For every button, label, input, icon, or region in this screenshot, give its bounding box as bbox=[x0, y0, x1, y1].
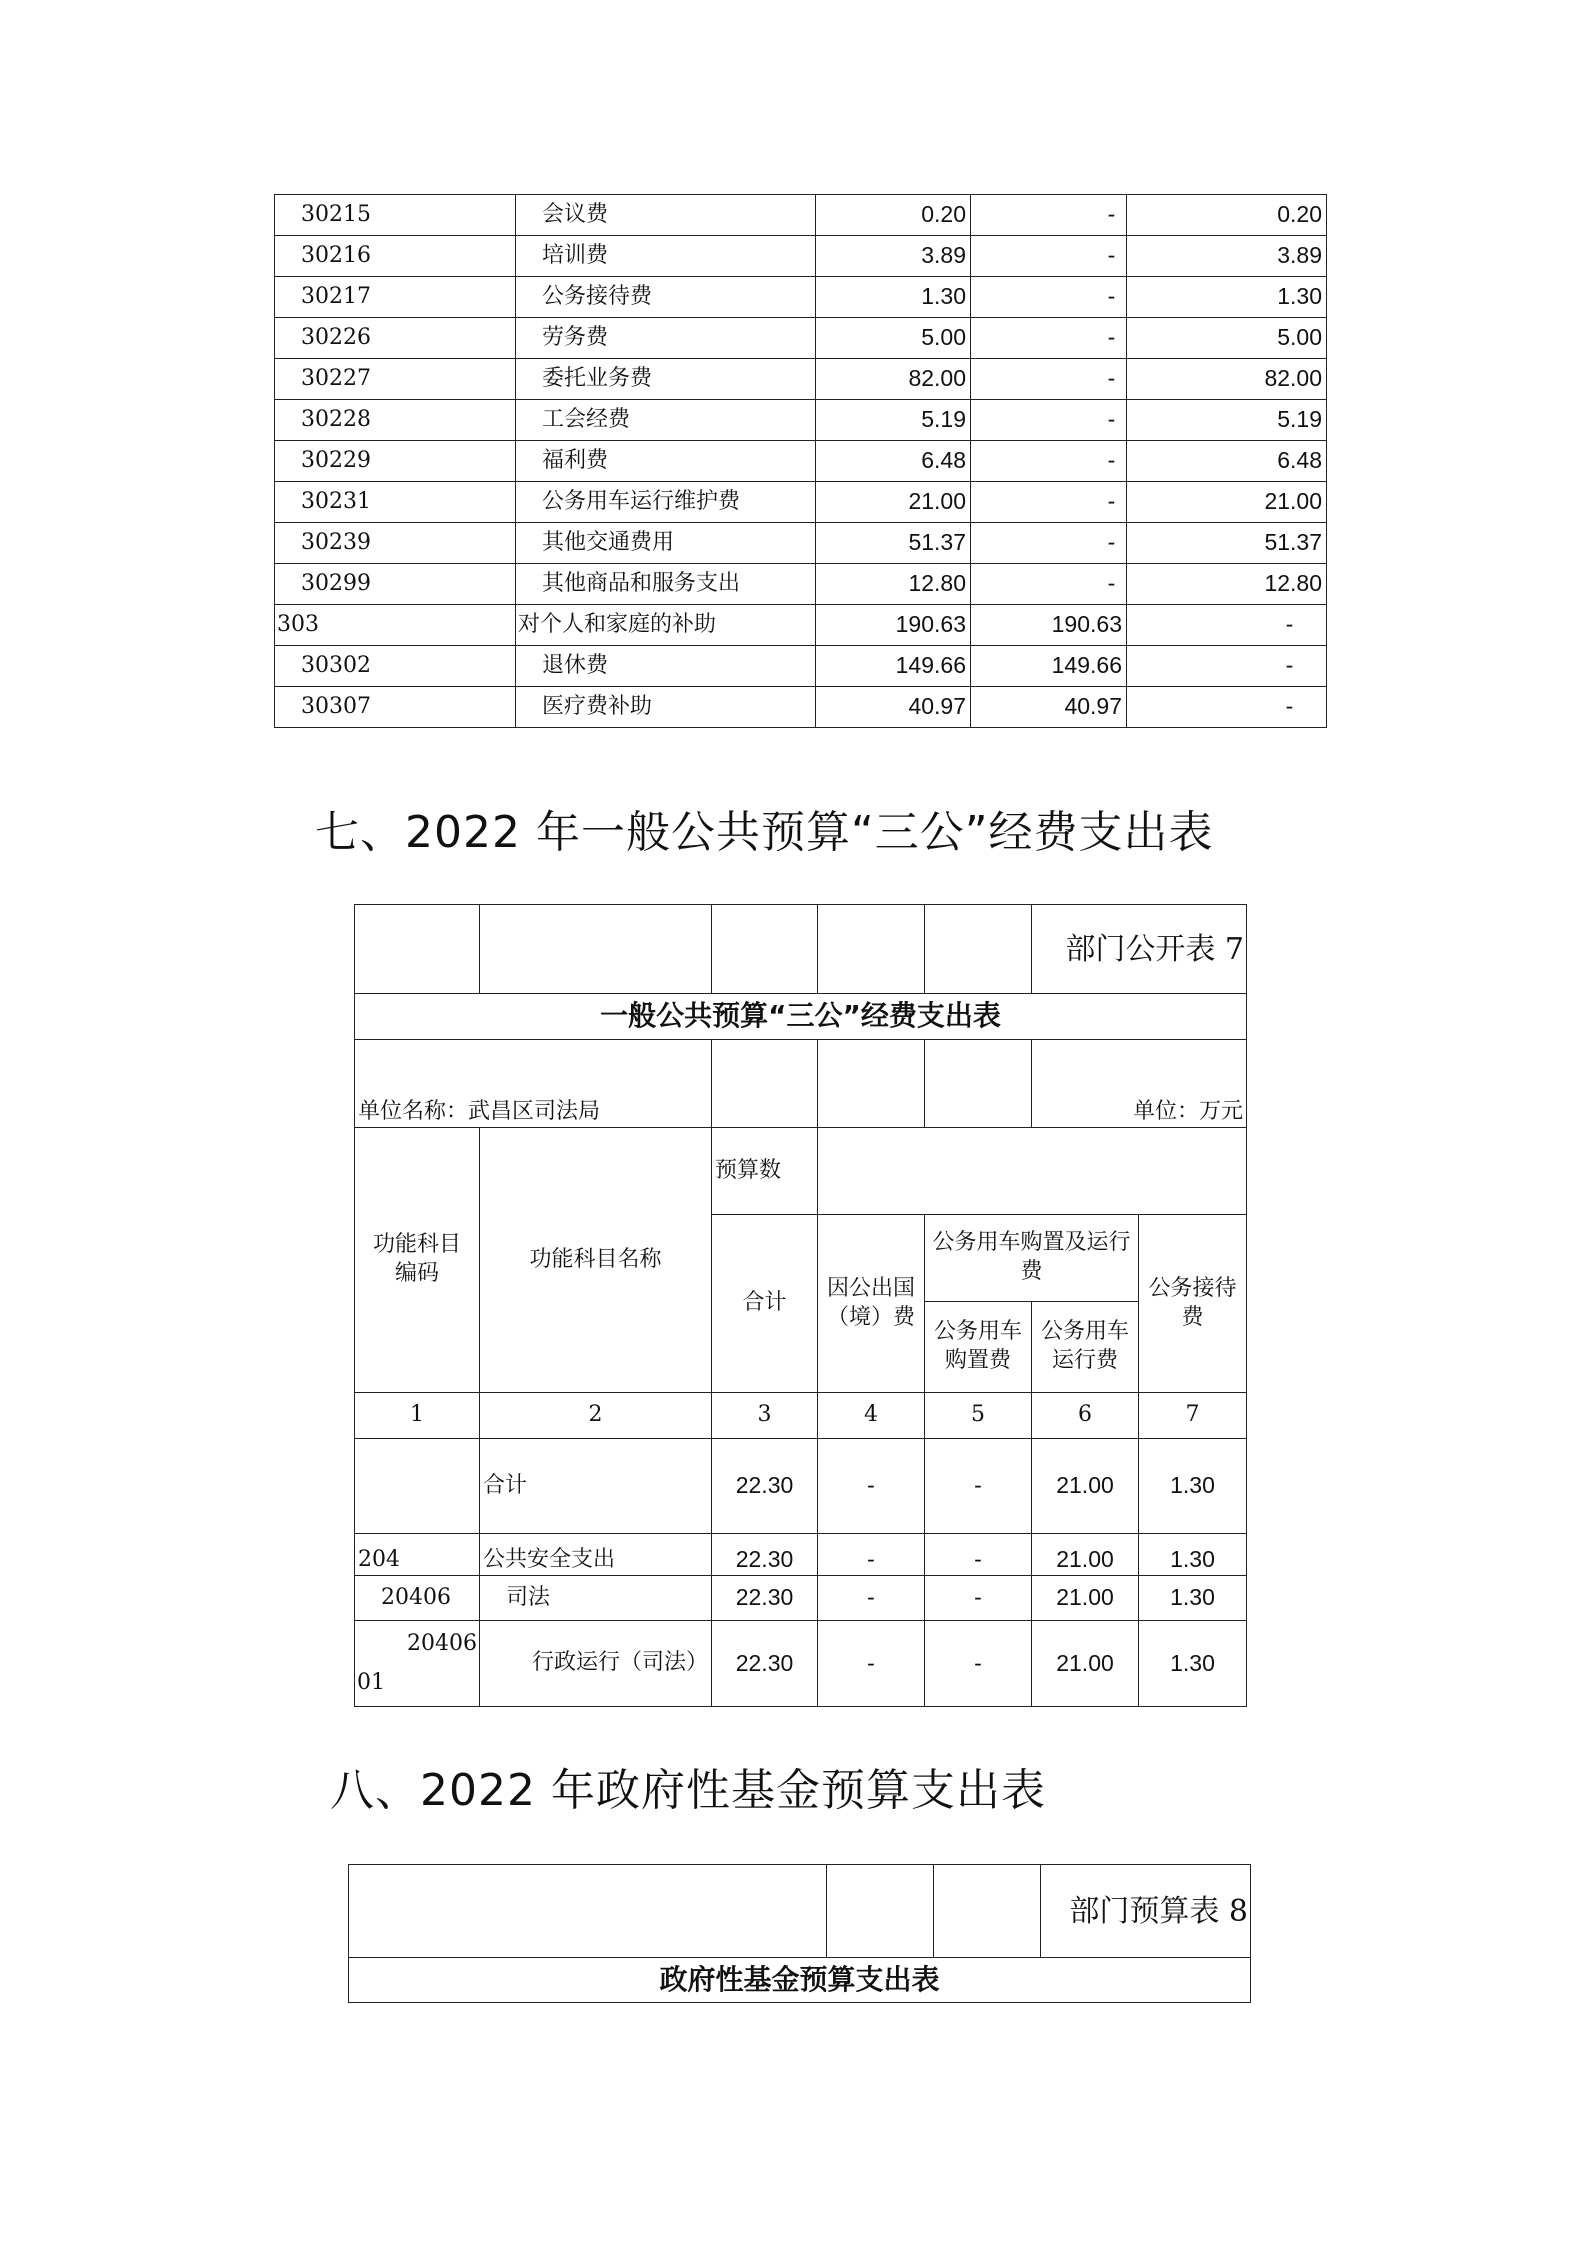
row-code bbox=[355, 1621, 480, 1707]
row-code: 204 bbox=[355, 1534, 480, 1576]
header-vehicle-buy: 公务用车购置费 bbox=[925, 1302, 1032, 1393]
expense-code: 30227 bbox=[275, 359, 516, 400]
col-number: 4 bbox=[818, 1393, 925, 1439]
expense-detail-body bbox=[275, 195, 1327, 728]
blank-cell bbox=[925, 1040, 1032, 1128]
expense-code: 30228 bbox=[275, 400, 516, 441]
header-name: 功能科目名称 bbox=[480, 1128, 712, 1393]
blank-cell bbox=[712, 905, 818, 994]
expense-total: 190.63 bbox=[816, 605, 971, 646]
row-total: 22.30 bbox=[712, 1439, 818, 1534]
expense-basic: - bbox=[971, 195, 1127, 236]
expense-name: 公务用车运行维护费 bbox=[516, 482, 816, 523]
blank-cell bbox=[934, 1865, 1041, 1958]
expense-name: 劳务费 bbox=[516, 318, 816, 359]
expense-total: 40.97 bbox=[816, 687, 971, 728]
expense-name: 对个人和家庭的补助 bbox=[516, 605, 816, 646]
expense-total: 1.30 bbox=[816, 277, 971, 318]
row-total: 22.30 bbox=[712, 1621, 818, 1707]
expense-total: 3.89 bbox=[816, 236, 971, 277]
expense-code: 303 bbox=[275, 605, 516, 646]
row-abroad: - bbox=[818, 1621, 925, 1707]
row-vehicle-run: 21.00 bbox=[1032, 1439, 1139, 1534]
expense-total: 5.19 bbox=[816, 400, 971, 441]
expense-name: 工会经费 bbox=[516, 400, 816, 441]
row-vehicle-run: 21.00 bbox=[1032, 1621, 1139, 1707]
row-name: 合计 bbox=[480, 1439, 712, 1534]
expense-project: 12.80 bbox=[1127, 564, 1327, 605]
expense-code: 30231 bbox=[275, 482, 516, 523]
expense-code: 30307 bbox=[275, 687, 516, 728]
row-name: 公共安全支出 bbox=[480, 1534, 712, 1576]
row-name: 行政运行（司法） bbox=[480, 1621, 712, 1707]
expense-project: - bbox=[1127, 605, 1327, 646]
blank-cell bbox=[712, 1040, 818, 1128]
expense-project: 0.20 bbox=[1127, 195, 1327, 236]
section-7-heading: 七、2022 年一般公共预算“三公”经费支出表 bbox=[315, 807, 1214, 858]
blank-cell bbox=[355, 905, 480, 994]
expense-code: 30299 bbox=[275, 564, 516, 605]
expense-name: 会议费 bbox=[516, 195, 816, 236]
row-code-part: 01 bbox=[357, 1669, 385, 1695]
expense-basic: - bbox=[971, 318, 1127, 359]
expense-name: 福利费 bbox=[516, 441, 816, 482]
blank-cell bbox=[818, 1040, 925, 1128]
expense-total: 21.00 bbox=[816, 482, 971, 523]
expense-project: - bbox=[1127, 687, 1327, 728]
expense-row bbox=[275, 523, 1327, 564]
row-total: 22.30 bbox=[712, 1534, 818, 1576]
expense-row bbox=[275, 359, 1327, 400]
expense-row bbox=[275, 482, 1327, 523]
expense-row bbox=[275, 687, 1327, 728]
table-tag: 部门预算表 8 bbox=[1041, 1865, 1251, 1958]
row-reception: 1.30 bbox=[1139, 1621, 1247, 1707]
col-number: 3 bbox=[712, 1393, 818, 1439]
expense-row bbox=[275, 646, 1327, 687]
expense-total: 5.00 bbox=[816, 318, 971, 359]
row-vehicle-run: 21.00 bbox=[1032, 1534, 1139, 1576]
col-number: 5 bbox=[925, 1393, 1032, 1439]
row-vehicle-buy: - bbox=[925, 1439, 1032, 1534]
col-number: 6 bbox=[1032, 1393, 1139, 1439]
row-reception: 1.30 bbox=[1139, 1576, 1247, 1621]
row-abroad: - bbox=[818, 1534, 925, 1576]
expense-project: 21.00 bbox=[1127, 482, 1327, 523]
header-vehicle-run: 公务用车运行费 bbox=[1032, 1302, 1139, 1393]
expense-name: 其他商品和服务支出 bbox=[516, 564, 816, 605]
expense-project: 82.00 bbox=[1127, 359, 1327, 400]
expense-total: 149.66 bbox=[816, 646, 971, 687]
header-budget: 预算数 bbox=[712, 1128, 818, 1215]
three-public-expense-table bbox=[354, 904, 1247, 1707]
expense-project: - bbox=[1127, 646, 1327, 687]
expense-project: 5.19 bbox=[1127, 400, 1327, 441]
blank-cell bbox=[818, 1128, 1247, 1215]
expense-basic: 190.63 bbox=[971, 605, 1127, 646]
expense-total: 0.20 bbox=[816, 195, 971, 236]
row-name: 司法 bbox=[480, 1576, 712, 1621]
header-reception-text: 公务接待费 bbox=[1148, 1275, 1237, 1330]
expense-project: 3.89 bbox=[1127, 236, 1327, 277]
expense-basic: - bbox=[971, 277, 1127, 318]
expense-project: 6.48 bbox=[1127, 441, 1327, 482]
expense-basic: 149.66 bbox=[971, 646, 1127, 687]
blank-cell bbox=[827, 1865, 934, 1958]
table-title: 政府性基金预算支出表 bbox=[349, 1958, 1251, 2003]
expense-total: 12.80 bbox=[816, 564, 971, 605]
expense-row bbox=[275, 318, 1327, 359]
header-code bbox=[355, 1128, 480, 1393]
expense-project: 1.30 bbox=[1127, 277, 1327, 318]
col-number: 7 bbox=[1139, 1393, 1247, 1439]
expense-name: 退休费 bbox=[516, 646, 816, 687]
expense-total: 51.37 bbox=[816, 523, 971, 564]
expense-project: 5.00 bbox=[1127, 318, 1327, 359]
expense-row bbox=[275, 400, 1327, 441]
row-code: 20406 bbox=[355, 1576, 480, 1621]
government-fund-table bbox=[348, 1864, 1251, 2003]
blank-cell bbox=[480, 905, 712, 994]
expense-total: 82.00 bbox=[816, 359, 971, 400]
unit-label: 单位：万元 bbox=[1032, 1040, 1247, 1128]
blank-cell bbox=[818, 905, 925, 994]
expense-basic: - bbox=[971, 482, 1127, 523]
col-number: 2 bbox=[480, 1393, 712, 1439]
expense-name: 医疗费补助 bbox=[516, 687, 816, 728]
section-8-heading: 八、2022 年政府性基金预算支出表 bbox=[330, 1765, 1046, 1816]
expense-code: 30239 bbox=[275, 523, 516, 564]
expense-code: 30217 bbox=[275, 277, 516, 318]
header-abroad: 因公出国（境）费 bbox=[818, 1215, 925, 1393]
row-vehicle-buy: - bbox=[925, 1534, 1032, 1576]
row-abroad: - bbox=[818, 1439, 925, 1534]
row-reception: 1.30 bbox=[1139, 1534, 1247, 1576]
expense-basic: - bbox=[971, 564, 1127, 605]
expense-name: 其他交通费用 bbox=[516, 523, 816, 564]
expense-row bbox=[275, 564, 1327, 605]
expense-row bbox=[275, 441, 1327, 482]
unit-name: 单位名称：武昌区司法局 bbox=[355, 1040, 712, 1128]
row-code-part: 20406 bbox=[407, 1630, 477, 1656]
blank-cell bbox=[925, 905, 1032, 994]
row-vehicle-buy: - bbox=[925, 1576, 1032, 1621]
expense-basic: - bbox=[971, 236, 1127, 277]
expense-row bbox=[275, 605, 1327, 646]
expense-row bbox=[275, 195, 1327, 236]
table-tag: 部门公开表 7 bbox=[1032, 905, 1247, 994]
row-vehicle-run: 21.00 bbox=[1032, 1576, 1139, 1621]
header-code-text: 功能科目编码 bbox=[372, 1232, 461, 1286]
expense-code: 30215 bbox=[275, 195, 516, 236]
expense-name: 培训费 bbox=[516, 236, 816, 277]
expense-name: 公务接待费 bbox=[516, 277, 816, 318]
header-total: 合计 bbox=[712, 1215, 818, 1393]
expense-basic: - bbox=[971, 523, 1127, 564]
row-vehicle-buy: - bbox=[925, 1621, 1032, 1707]
expense-name: 委托业务费 bbox=[516, 359, 816, 400]
header-vehicle-group: 公务用车购置及运行费 bbox=[925, 1215, 1139, 1302]
expense-basic: - bbox=[971, 400, 1127, 441]
expense-row bbox=[275, 236, 1327, 277]
col-number: 1 bbox=[355, 1393, 480, 1439]
table-title: 一般公共预算“三公”经费支出表 bbox=[355, 994, 1247, 1040]
expense-row bbox=[275, 277, 1327, 318]
row-abroad: - bbox=[818, 1576, 925, 1621]
row-reception: 1.30 bbox=[1139, 1439, 1247, 1534]
expense-detail-table bbox=[274, 194, 1327, 728]
expense-basic: - bbox=[971, 441, 1127, 482]
expense-project: 51.37 bbox=[1127, 523, 1327, 564]
expense-code: 30226 bbox=[275, 318, 516, 359]
expense-code: 30229 bbox=[275, 441, 516, 482]
expense-basic: 40.97 bbox=[971, 687, 1127, 728]
blank-cell bbox=[349, 1865, 827, 1958]
expense-code: 30302 bbox=[275, 646, 516, 687]
row-total: 22.30 bbox=[712, 1576, 818, 1621]
expense-total: 6.48 bbox=[816, 441, 971, 482]
row-code bbox=[355, 1439, 480, 1534]
expense-code: 30216 bbox=[275, 236, 516, 277]
expense-basic: - bbox=[971, 359, 1127, 400]
header-reception bbox=[1139, 1215, 1247, 1393]
